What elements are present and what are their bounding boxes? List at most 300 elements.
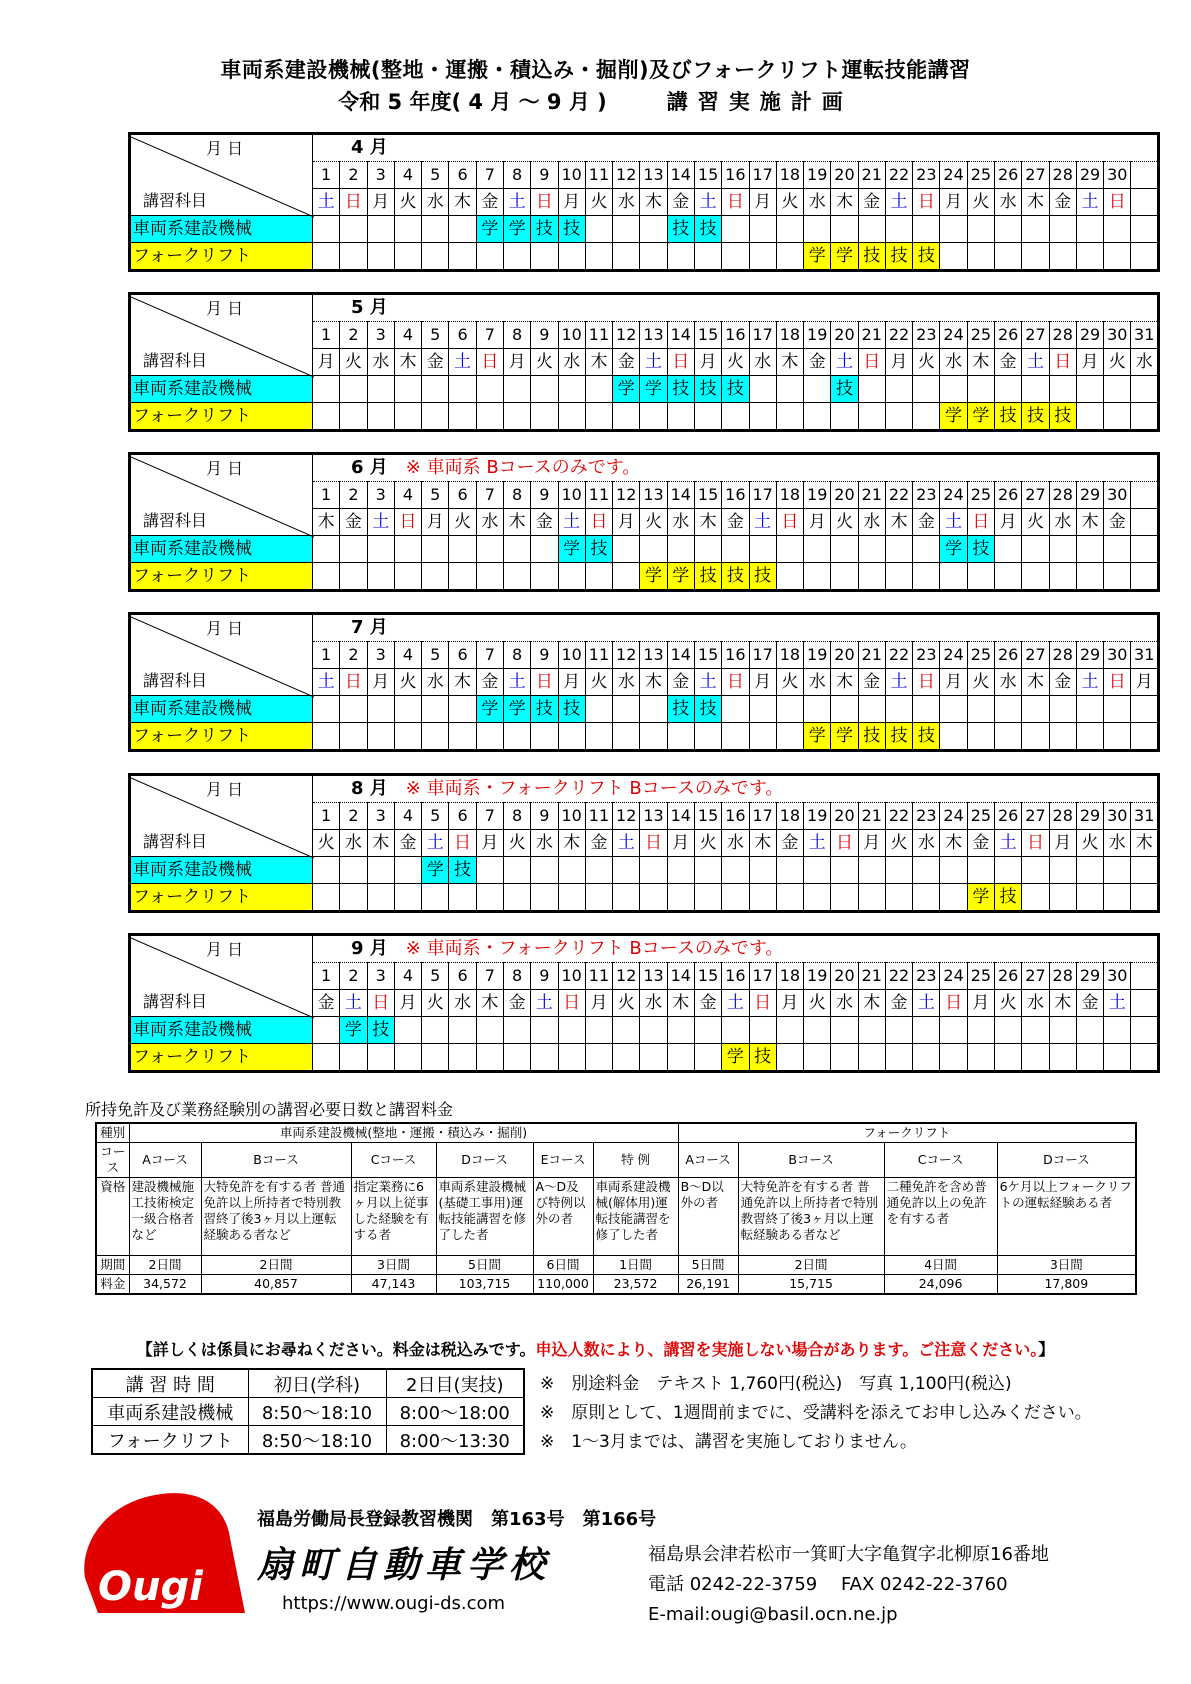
- weekday-cell: 金: [394, 830, 421, 857]
- schedule-cell: [722, 884, 749, 912]
- schedule-cell: [613, 216, 640, 243]
- day-number: 1: [313, 162, 340, 189]
- weekday-cell: 日: [531, 669, 558, 696]
- month-name: 4 月: [351, 137, 388, 158]
- schedule-cell: [804, 1017, 831, 1044]
- schedule-cell: 学: [640, 376, 667, 403]
- course-qual: 車両系建設機械(基礎工事用)運転技能講習を修了した者: [436, 1178, 533, 1256]
- schedule-cell: [340, 376, 367, 403]
- weekday-cell: 日: [940, 990, 967, 1017]
- schedule-cell: 技: [694, 696, 721, 723]
- weekday-cell: 土: [367, 509, 394, 536]
- weekday-cell: 木: [558, 830, 585, 857]
- weekday-cell: 水: [995, 669, 1022, 696]
- schedule-cell: [503, 536, 530, 563]
- weekday-cell: 月: [749, 669, 776, 696]
- course-qual: 大特免許を有する者 普通免許以上所持者で特別教習終了後3ヶ月以上運転経験ある者など: [201, 1178, 351, 1256]
- schedule-cell: [913, 696, 940, 723]
- weekday-cell: 金: [667, 189, 694, 216]
- day-number: 13: [640, 803, 667, 830]
- day-number: 8: [503, 482, 530, 509]
- weekday-cell: 土: [1022, 349, 1049, 376]
- month-header-row: [130, 134, 1159, 162]
- schedule-cell: [503, 563, 530, 591]
- day-number: 10: [558, 162, 585, 189]
- weekday-cell: 日: [749, 990, 776, 1017]
- weekday-cell: 土: [694, 189, 721, 216]
- schedule-cell: [313, 403, 340, 431]
- corner-cell: [130, 294, 313, 376]
- schedule-cell: [1104, 216, 1131, 243]
- weekday-cell: 金: [503, 990, 530, 1017]
- schedule-cell: [449, 1044, 476, 1072]
- weekday-cell: 月: [1131, 669, 1159, 696]
- schedule-cell: [1049, 376, 1076, 403]
- schedule-cell: [885, 563, 912, 591]
- day-number: 17: [749, 803, 776, 830]
- schedule-cell: [776, 1017, 803, 1044]
- subject-row-sharyo: [130, 857, 1159, 884]
- schedule-cell: [613, 536, 640, 563]
- weekday-cell: 火: [722, 349, 749, 376]
- schedule-cell: [422, 1044, 449, 1072]
- subject-label: フォークリフト: [130, 243, 313, 271]
- corner-date-label: 月 日: [206, 299, 244, 318]
- month-label: [313, 935, 1159, 963]
- weekday-cell: 火: [776, 669, 803, 696]
- course-code: Aコース: [678, 1143, 738, 1178]
- schedule-cell: [694, 1017, 721, 1044]
- weekday-cell: 土: [940, 509, 967, 536]
- day-number: 28: [1049, 963, 1076, 990]
- day-number: 21: [858, 963, 885, 990]
- day-number: 6: [449, 803, 476, 830]
- weekday-cell: 土: [885, 669, 912, 696]
- weekday-cell: 月: [940, 669, 967, 696]
- schedule-cell: [340, 536, 367, 563]
- course-fee: 17,809: [997, 1275, 1136, 1295]
- day-number: 11: [585, 803, 612, 830]
- day-number: 25: [967, 642, 994, 669]
- day-number: 3: [367, 803, 394, 830]
- day-number: 5: [422, 162, 449, 189]
- group-fork: フォークリフト: [678, 1123, 1136, 1143]
- schedule-cell: [967, 243, 994, 271]
- schedule-cell: [1022, 723, 1049, 751]
- day-number: 2: [340, 162, 367, 189]
- weekday-cell: [1131, 189, 1159, 216]
- weekday-cell: 月: [885, 349, 912, 376]
- schedule-cell: [558, 403, 585, 431]
- day-number: 26: [995, 642, 1022, 669]
- address: 福島県会津若松市一箕町大字亀賀字北柳原16番地: [648, 1544, 1049, 1565]
- schedule-cell: [858, 536, 885, 563]
- schedule-cell: [1104, 403, 1131, 431]
- day-number: 22: [885, 642, 912, 669]
- day-number: 5: [422, 322, 449, 349]
- weekday-cell: 火: [1104, 349, 1131, 376]
- schedule-cell: [340, 884, 367, 912]
- schedule-cell: [476, 243, 503, 271]
- day-number: 25: [967, 322, 994, 349]
- weekday-cell: 火: [776, 189, 803, 216]
- schedule-cell: 技: [558, 696, 585, 723]
- day-number: 11: [585, 963, 612, 990]
- weekday-cell: 月: [558, 669, 585, 696]
- schedule-cell: [694, 243, 721, 271]
- schedule-cell: [804, 536, 831, 563]
- weekday-cell: 火: [340, 349, 367, 376]
- schedule-cell: [1022, 216, 1049, 243]
- schedule-cell: [1022, 1044, 1049, 1072]
- schedule-cell: [804, 563, 831, 591]
- schedule-cell: [1104, 376, 1131, 403]
- course-code: Dコース: [997, 1143, 1136, 1178]
- weekday-cell: 火: [422, 990, 449, 1017]
- schedule-cell: [558, 723, 585, 751]
- schedule-cell: [1049, 563, 1076, 591]
- weekday-cell: 木: [640, 669, 667, 696]
- schedule-cell: [340, 857, 367, 884]
- day-number: 13: [640, 482, 667, 509]
- schedule-cell: 技: [531, 216, 558, 243]
- schedule-cell: [940, 243, 967, 271]
- schedule-cell: [531, 884, 558, 912]
- schedule-cell: [967, 216, 994, 243]
- weekday-cell: 水: [640, 990, 667, 1017]
- schedule-cell: [558, 1044, 585, 1072]
- schedule-cell: [940, 1017, 967, 1044]
- schedule-cell: [776, 723, 803, 751]
- schedule-cell: [503, 857, 530, 884]
- group-sharyo: 車両系建設機械(整地・運搬・積込み・掘削): [129, 1123, 678, 1143]
- schedule-cell: 学: [722, 1044, 749, 1072]
- day-number: 12: [613, 162, 640, 189]
- corner-subject-label: 講習科目: [143, 351, 208, 370]
- day-number: 30: [1104, 162, 1131, 189]
- weekday-cell: 水: [1022, 990, 1049, 1017]
- schedule-cell: [995, 696, 1022, 723]
- schedule-cell: [1076, 723, 1103, 751]
- weekday-cell: 金: [476, 669, 503, 696]
- time-row-fork: [92, 1426, 524, 1455]
- weekday-cell: 火: [640, 509, 667, 536]
- schedule-cell: [776, 536, 803, 563]
- schedule-cell: [422, 536, 449, 563]
- weekday-cell: 水: [449, 990, 476, 1017]
- email-link[interactable]: E-mail:ougi@basil.ocn.ne.jp: [648, 1604, 898, 1625]
- day-number: 31: [1131, 322, 1159, 349]
- weekday-cell: 水: [476, 509, 503, 536]
- schedule-cell: [340, 696, 367, 723]
- schedule-cell: [422, 696, 449, 723]
- schedule-cell: [613, 1044, 640, 1072]
- weekday-cell: 月: [558, 189, 585, 216]
- day-number: 8: [503, 162, 530, 189]
- day-number: 9: [531, 482, 558, 509]
- day-number: 21: [858, 162, 885, 189]
- website-link[interactable]: https://www.ougi-ds.com: [282, 1593, 506, 1614]
- schedule-cell: [940, 216, 967, 243]
- schedule-cell: [640, 243, 667, 271]
- schedule-cell: 技: [449, 857, 476, 884]
- day-number: 1: [313, 963, 340, 990]
- day-number: 9: [531, 162, 558, 189]
- schedule-cell: [1049, 1017, 1076, 1044]
- weekday-cell: 土: [503, 189, 530, 216]
- schedule-cell: [1076, 403, 1103, 431]
- day-number: 26: [995, 482, 1022, 509]
- schedule-cell: [722, 216, 749, 243]
- schedule-cell: 技: [967, 536, 994, 563]
- schedule-cell: [995, 243, 1022, 271]
- weekday-cell: 日: [967, 509, 994, 536]
- schedule-cell: [613, 723, 640, 751]
- day-number: 27: [1022, 322, 1049, 349]
- remark-season: ※ 1～3月までは、講習を実施しておりません。: [540, 1432, 917, 1452]
- subject-label: 車両系建設機械: [130, 857, 313, 884]
- schedule-cell: [367, 243, 394, 271]
- schedule-cell: [1104, 857, 1131, 884]
- subject-label: 車両系建設機械: [130, 216, 313, 243]
- day-number: 31: [1131, 803, 1159, 830]
- day-number: [1131, 963, 1159, 990]
- schedule-cell: [531, 857, 558, 884]
- day-number: 28: [1049, 322, 1076, 349]
- schedule-cell: [913, 1017, 940, 1044]
- day-number: 27: [1022, 482, 1049, 509]
- weekday-cell: 火: [531, 349, 558, 376]
- weekday-cell: 月: [940, 189, 967, 216]
- weekday-cell: 水: [858, 509, 885, 536]
- day-number: 18: [776, 482, 803, 509]
- month-name: 5 月: [351, 297, 388, 318]
- weekday-cell: 土: [313, 669, 340, 696]
- schedule-cell: [858, 216, 885, 243]
- weekday-cell: 金: [995, 349, 1022, 376]
- day-number: 3: [367, 482, 394, 509]
- schedule-cell: [422, 376, 449, 403]
- schedule-cell: [885, 1044, 912, 1072]
- course-days: 2日間: [738, 1256, 884, 1275]
- day-number: 16: [722, 803, 749, 830]
- schedule-cell: [749, 376, 776, 403]
- schedule-cell: [776, 696, 803, 723]
- day-number: 21: [858, 642, 885, 669]
- schedule-cell: [640, 403, 667, 431]
- schedule-cell: [749, 216, 776, 243]
- schedule-cell: [831, 216, 858, 243]
- schedule-cell: [694, 884, 721, 912]
- schedule-cell: [531, 403, 558, 431]
- page-subtitle: [0, 86, 1191, 116]
- schedule-cell: [449, 216, 476, 243]
- schedule-cell: [640, 536, 667, 563]
- schedule-cell: [1049, 243, 1076, 271]
- code-label: コース: [96, 1143, 129, 1178]
- schedule-cell: [367, 1044, 394, 1072]
- schedule-cell: [476, 857, 503, 884]
- fee-code-row: [96, 1143, 1136, 1178]
- day-number: 13: [640, 322, 667, 349]
- weekday-cell: 月: [367, 189, 394, 216]
- phone-fax: 電話 0242-22-3759 FAX 0242-22-3760: [648, 1574, 1008, 1595]
- day-number: 11: [585, 642, 612, 669]
- schedule-cell: 技: [885, 723, 912, 751]
- schedule-cell: [531, 376, 558, 403]
- schedule-cell: [558, 857, 585, 884]
- weekday-cell: 火: [694, 830, 721, 857]
- day-number: 17: [749, 162, 776, 189]
- schedule-cell: [776, 243, 803, 271]
- weekday-cell: 土: [913, 990, 940, 1017]
- schedule-cell: 技: [831, 376, 858, 403]
- day-number: 4: [394, 322, 421, 349]
- day-number: 29: [1076, 803, 1103, 830]
- schedule-cell: [831, 884, 858, 912]
- weekday-cell: 日: [531, 189, 558, 216]
- schedule-cell: [340, 216, 367, 243]
- weekday-cell: 水: [422, 189, 449, 216]
- day-number: 16: [722, 482, 749, 509]
- schedule-cell: [1076, 1044, 1103, 1072]
- day-number: 30: [1104, 482, 1131, 509]
- schedule-cell: [995, 723, 1022, 751]
- day-number: 27: [1022, 803, 1049, 830]
- schedule-cell: [995, 1044, 1022, 1072]
- schedule-cell: [1022, 1017, 1049, 1044]
- schedule-cell: [967, 696, 994, 723]
- weekday-cell: 金: [858, 189, 885, 216]
- schedule-cell: [367, 884, 394, 912]
- schedule-cell: [1049, 857, 1076, 884]
- day-number: 10: [558, 322, 585, 349]
- schedule-cell: [913, 563, 940, 591]
- day-number: 5: [422, 642, 449, 669]
- weekday-cell: 火: [1076, 830, 1103, 857]
- schedule-cell: [1022, 857, 1049, 884]
- month-note: ※ 車両系 Bコースのみです。: [405, 457, 641, 478]
- day-number: 10: [558, 803, 585, 830]
- corner-date-label: 月 日: [206, 459, 244, 478]
- subject-row-fork: [130, 403, 1159, 431]
- schedule-cell: [367, 696, 394, 723]
- course-days: 4日間: [884, 1256, 997, 1275]
- schedule-cell: [394, 403, 421, 431]
- weekday-cell: 土: [422, 830, 449, 857]
- weekday-cell: 土: [640, 349, 667, 376]
- day-number: 22: [885, 963, 912, 990]
- schedule-cell: [694, 857, 721, 884]
- day-number: 13: [640, 162, 667, 189]
- course-qual: 車両系建設機械(解体用)運転技能講習を修了した者: [593, 1178, 678, 1256]
- logo-text: Ougi: [98, 1564, 203, 1610]
- day-number: 22: [885, 482, 912, 509]
- weekday-cell: 火: [885, 830, 912, 857]
- weekday-cell: 日: [340, 669, 367, 696]
- month-header-row: [130, 935, 1159, 963]
- weekday-cell: 土: [340, 990, 367, 1017]
- schedule-cell: [831, 563, 858, 591]
- day-number: 14: [667, 642, 694, 669]
- schedule-cell: [1076, 1017, 1103, 1044]
- day-number: 7: [476, 322, 503, 349]
- schedule-cell: [804, 403, 831, 431]
- weekday-cell: 金: [858, 669, 885, 696]
- weekday-cell: 木: [749, 830, 776, 857]
- weekday-cell: 木: [831, 669, 858, 696]
- day-number: 15: [694, 642, 721, 669]
- schedule-cell: [995, 563, 1022, 591]
- day-number: 14: [667, 803, 694, 830]
- day-number: 10: [558, 963, 585, 990]
- period-text: 令和 5 年度( 4 月 ～ 9 月 ): [338, 90, 607, 114]
- schedule-cell: [776, 857, 803, 884]
- time-day2: 8:00～18:00: [386, 1398, 524, 1426]
- schedule-cell: [476, 376, 503, 403]
- schedule-cell: [449, 696, 476, 723]
- weekday-cell: 木: [1022, 669, 1049, 696]
- day-number: 15: [694, 803, 721, 830]
- schedule-cell: [394, 1044, 421, 1072]
- weekday-cell: 月: [613, 509, 640, 536]
- day-number: 11: [585, 482, 612, 509]
- schedule-cell: 技: [694, 216, 721, 243]
- course-fee: 110,000: [533, 1275, 593, 1295]
- weekday-cell: 水: [749, 349, 776, 376]
- corner-subject-label: 講習科目: [143, 671, 208, 690]
- weekday-cell: 木: [1022, 189, 1049, 216]
- schedule-cell: [722, 536, 749, 563]
- schedule-cell: [640, 723, 667, 751]
- month-note: ※ 車両系・フォークリフト Bコースのみです。: [405, 938, 784, 959]
- weekday-cell: 木: [776, 349, 803, 376]
- day-number: 14: [667, 963, 694, 990]
- day-number: 24: [940, 482, 967, 509]
- schedule-cell: [313, 1044, 340, 1072]
- day-number: 23: [913, 482, 940, 509]
- weekday-cell: [1131, 509, 1159, 536]
- schedule-cell: [449, 884, 476, 912]
- weekday-cell: 水: [722, 830, 749, 857]
- weekday-cell: 土: [1076, 189, 1103, 216]
- day-number: 1: [313, 322, 340, 349]
- schedule-cell: 技: [667, 216, 694, 243]
- schedule-cell: [885, 696, 912, 723]
- course-fee: 15,715: [738, 1275, 884, 1295]
- schedule-cell: 技: [1022, 403, 1049, 431]
- schedule-cell: [367, 563, 394, 591]
- day-number: 29: [1076, 162, 1103, 189]
- schedule-cell: [313, 884, 340, 912]
- schedule-cell: [831, 403, 858, 431]
- weekday-cell: 火: [394, 189, 421, 216]
- schedule-cell: [422, 403, 449, 431]
- weekday-cell: 土: [749, 509, 776, 536]
- schedule-cell: [1076, 216, 1103, 243]
- day-number: 18: [776, 963, 803, 990]
- schedule-cell: [885, 857, 912, 884]
- subject-label: フォークリフト: [130, 563, 313, 591]
- schedule-cell: [776, 884, 803, 912]
- schedule-cell: [804, 884, 831, 912]
- course-code: Bコース: [738, 1143, 884, 1178]
- day-number: 5: [422, 963, 449, 990]
- month-note: ※ 車両系・フォークリフト Bコースのみです。: [405, 778, 784, 799]
- schedule-cell: [558, 1017, 585, 1044]
- schedule-cell: [503, 403, 530, 431]
- corner-date-label: 月 日: [206, 139, 244, 158]
